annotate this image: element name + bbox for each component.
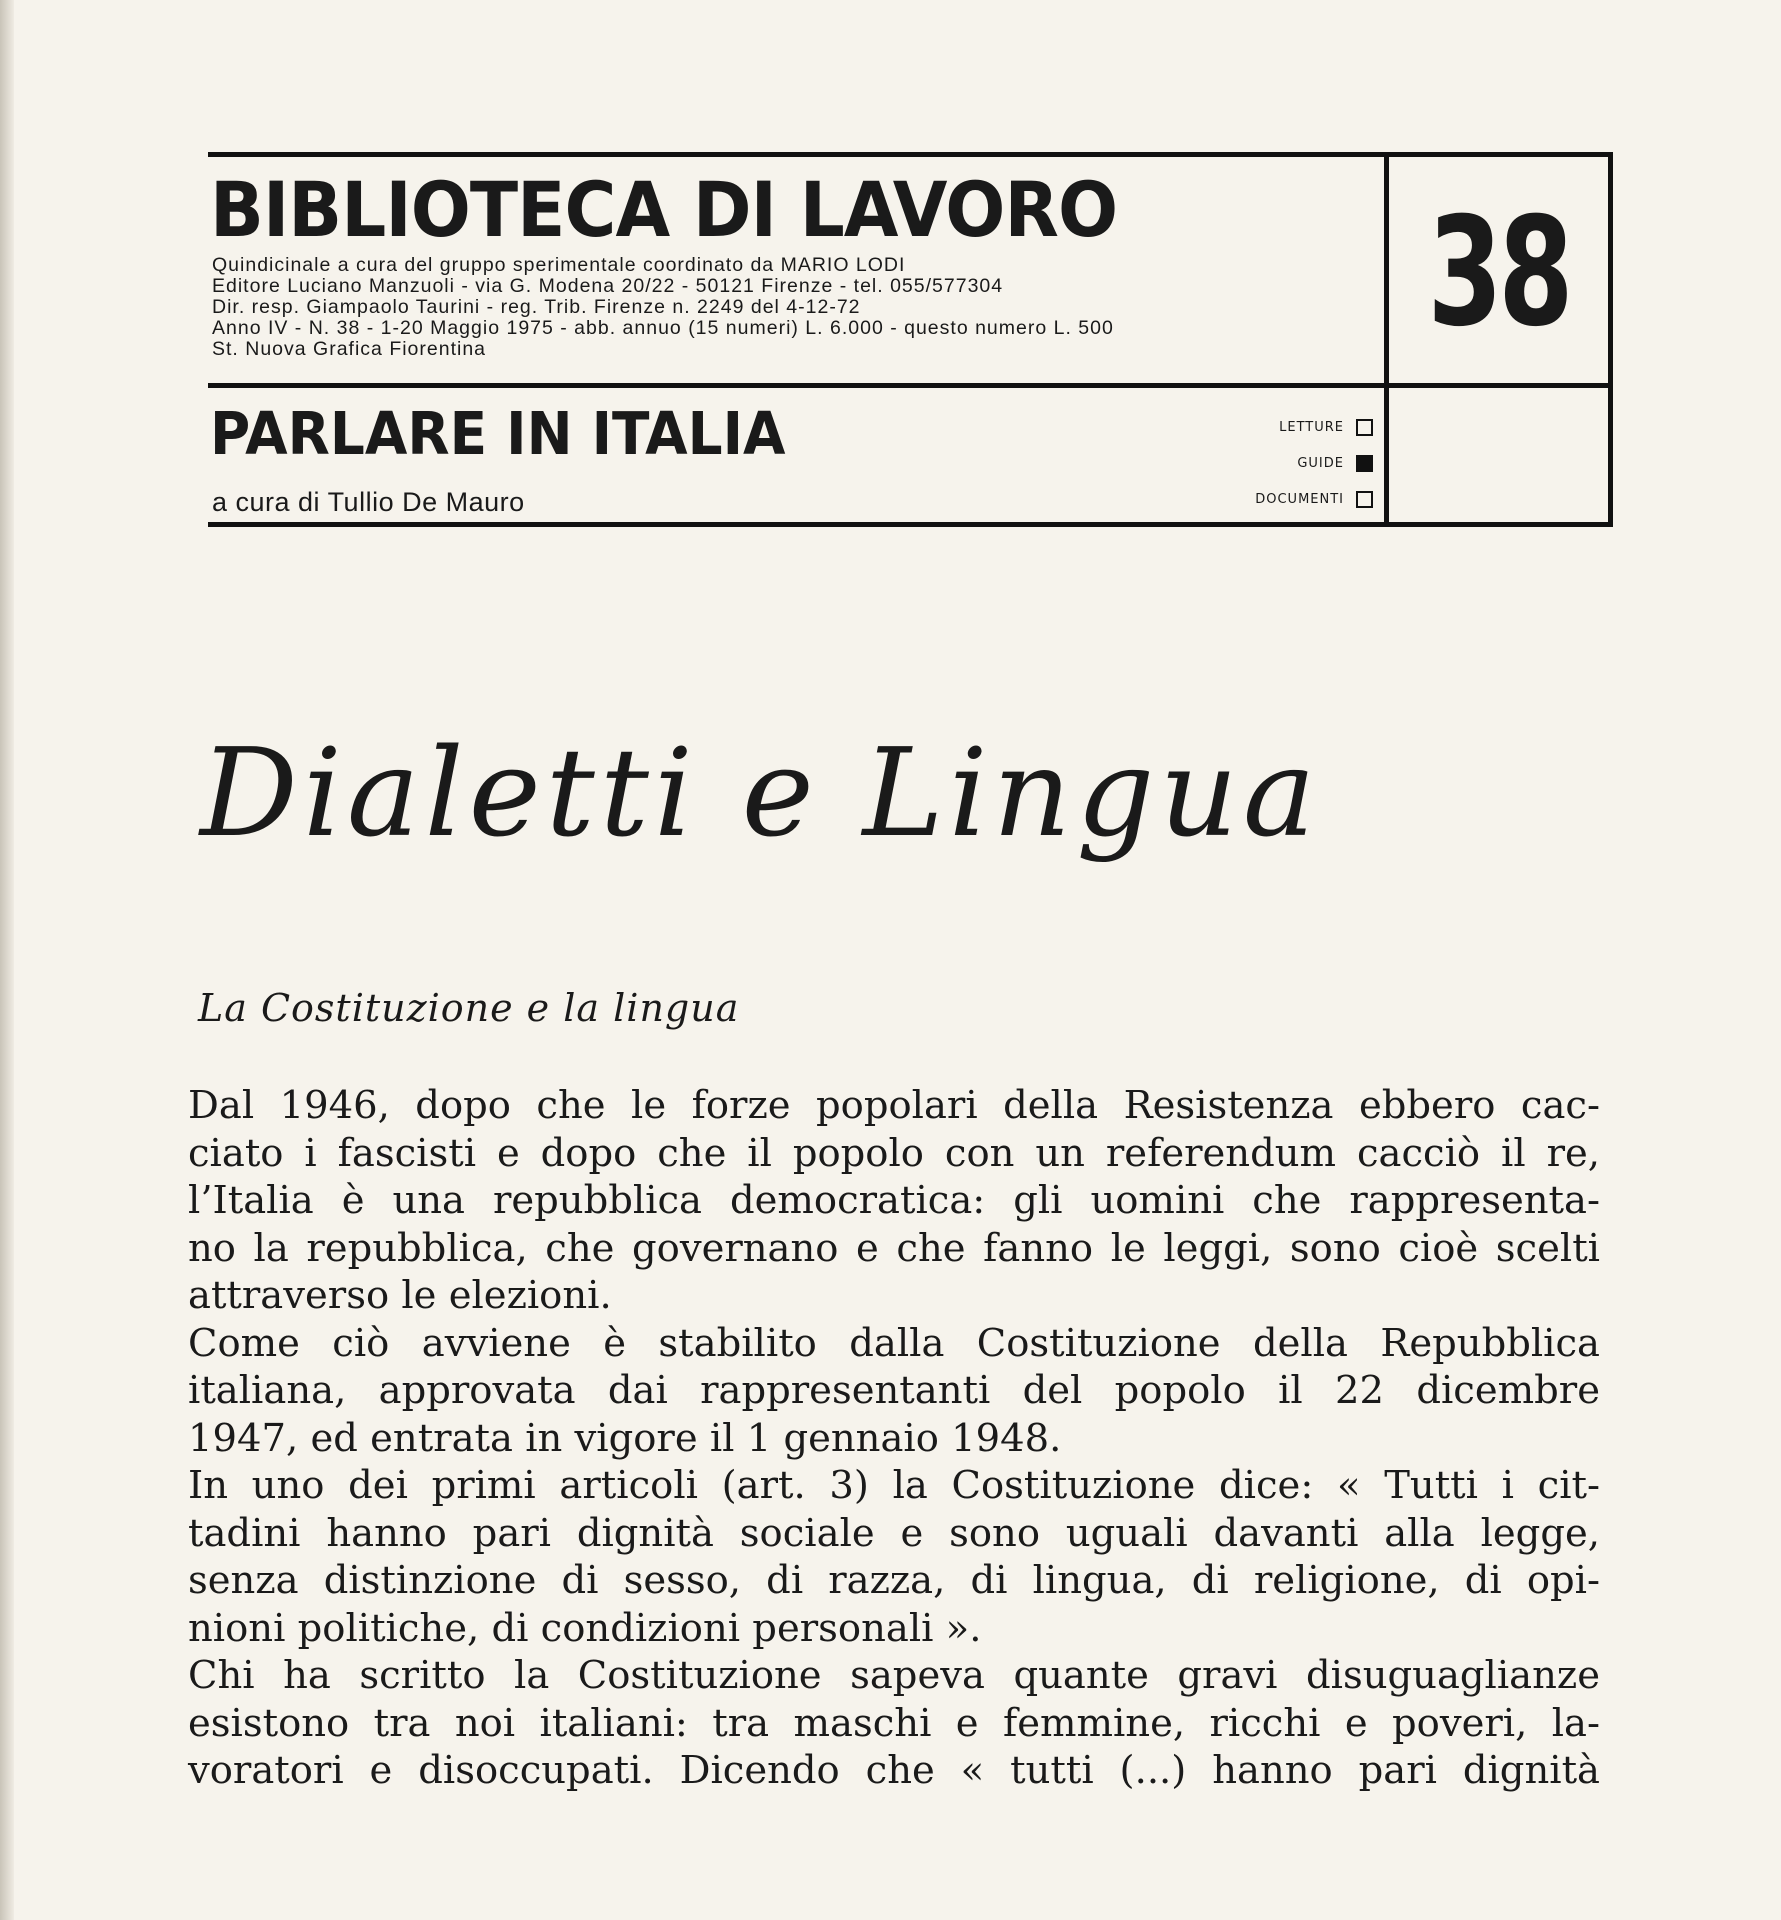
- body-line: italiana, approvata dai rappresentanti del popolo il 22 dicembre: [188, 1368, 1600, 1413]
- body-line: no la repubblica, che governano e che fanno le leggi, sono cioè scelti: [188, 1225, 1600, 1271]
- volume-subtitle: PARLARE IN ITALIA: [210, 399, 786, 468]
- body-line: ciato i fascisti e dopo che il popolo con un referendum cacciò il re,: [188, 1130, 1600, 1176]
- section-heading: La Costituzione e la lingua: [198, 986, 740, 1030]
- body-line: Dal 1946, dopo che le forze popolari della Resistenza ebbero cac-: [188, 1083, 1600, 1128]
- page-title: Dialetti e Lingua: [200, 721, 1321, 864]
- body-line: attraverso le elezioni.: [188, 1273, 612, 1318]
- info-line: Dir. resp. Giampaolo Taurini - reg. Trib. Firenze n. 2249 del 4-12-72: [212, 296, 861, 318]
- info-line: Editore Luciano Manzuoli - via G. Modena 20/22 - 50121 Firenze - tel. 055/577304: [212, 275, 1004, 297]
- category-label: LETTURE: [1279, 419, 1344, 435]
- body-line: senza distinzione di sesso, di razza, di lingua, di religione, di opi-: [188, 1558, 1600, 1603]
- category-letture: [1173, 409, 1373, 445]
- category-guide: [1173, 445, 1373, 481]
- series-title: BIBLIOTECA DI LAVORO: [210, 165, 1118, 254]
- masthead: [208, 152, 1613, 527]
- body-line: 1947, ed entrata in vigore il 1 gennaio 1948.: [188, 1415, 1062, 1461]
- body-line: esistono tra noi italiani: tra maschi e femmine, ricchi e poveri, la-: [188, 1700, 1600, 1746]
- empty-cell: [1384, 388, 1613, 527]
- info-line: St. Nuova Grafica Fiorentina: [212, 338, 487, 360]
- category-label: DOCUMENTI: [1255, 491, 1344, 507]
- body-line: voratori e disoccupati. Dicendo che « tutti (...) hanno pari dignità: [188, 1748, 1600, 1793]
- body-line: In uno dei primi articoli (art. 3) la Costituzione dice: « Tutti i cit-: [188, 1463, 1600, 1508]
- editor-credit: a cura di Tullio De Mauro: [212, 487, 525, 517]
- body-text: [188, 1082, 1600, 1795]
- page-spine-shadow: [0, 0, 14, 1920]
- body-line: Chi ha scritto la Costituzione sapeva quante gravi disuguaglianze: [188, 1653, 1600, 1698]
- issue-number: 38: [1427, 185, 1570, 360]
- checkbox-empty-icon: [1356, 419, 1373, 436]
- issue-number-cell: [1384, 152, 1613, 388]
- publication-info: [212, 255, 1362, 360]
- body-line: l’Italia è una repubblica democratica: gli uomini che rappresenta-: [188, 1178, 1600, 1223]
- category-documenti: [1173, 481, 1373, 517]
- body-line: Come ciò avviene è stabilito dalla Costituzione della Repubblica: [188, 1320, 1600, 1366]
- category-label: GUIDE: [1297, 455, 1344, 471]
- checkbox-empty-icon: [1356, 491, 1373, 508]
- category-checkboxes: [1173, 409, 1373, 517]
- body-line: tadini hanno pari dignità sociale e sono uguali davanti alla legge,: [188, 1510, 1600, 1556]
- info-line: Anno IV - N. 38 - 1-20 Maggio 1975 - abb. annuo (15 numeri) L. 6.000 - questo numero L. 500: [212, 317, 1114, 339]
- checkbox-filled-icon: [1356, 455, 1373, 472]
- info-line: Quindicinale a cura del gruppo sperimentale coordinato da MARIO LODI: [212, 254, 906, 276]
- body-line: nioni politiche, di condizioni personali ».: [188, 1605, 982, 1651]
